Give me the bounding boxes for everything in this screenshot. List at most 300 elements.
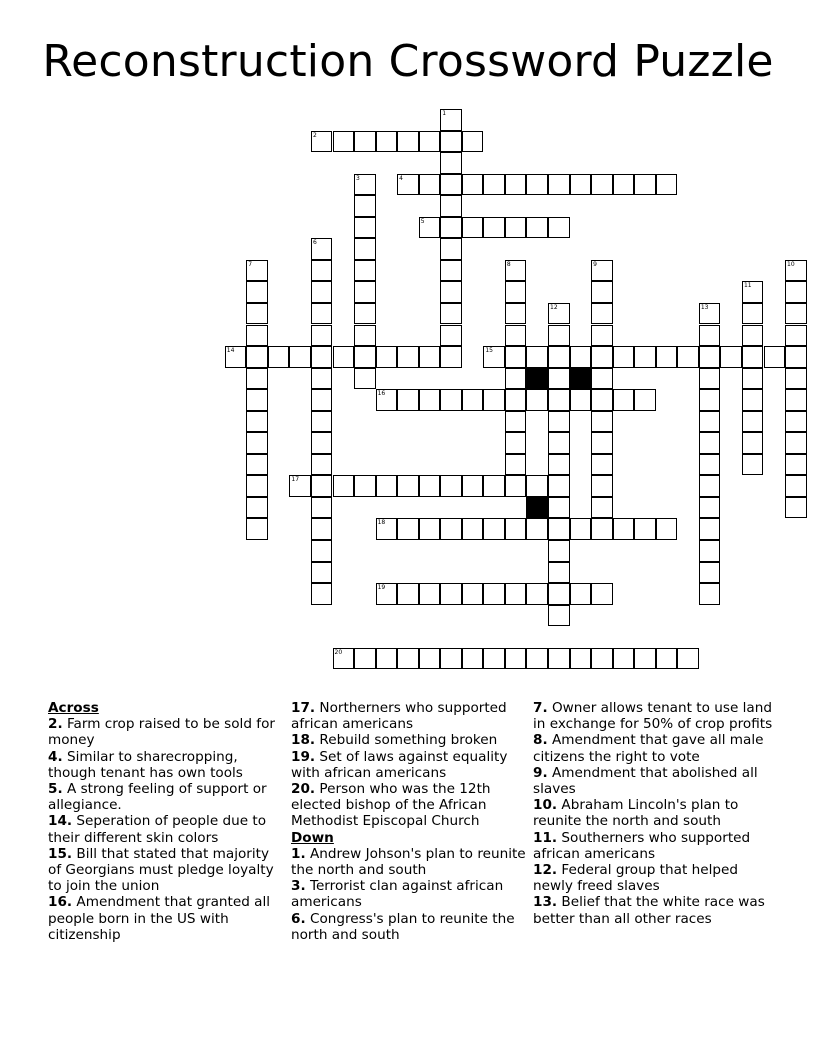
clue-number: 17 <box>291 476 300 484</box>
grid-cell[interactable] <box>742 325 764 347</box>
grid-cell[interactable] <box>656 518 678 540</box>
grid-cell[interactable] <box>548 497 570 519</box>
grid-cell[interactable] <box>785 368 807 390</box>
grid-cell[interactable] <box>376 346 398 368</box>
clue-number-label: 18. <box>291 732 316 749</box>
grid-cell[interactable] <box>699 497 721 519</box>
grid-cell[interactable] <box>419 131 441 153</box>
grid-cell[interactable] <box>289 475 311 497</box>
clue-number: 20 <box>334 648 343 656</box>
grid-cell[interactable] <box>354 174 376 196</box>
grid-cell[interactable] <box>419 583 441 605</box>
grid-cell[interactable] <box>591 389 613 411</box>
black-square <box>526 497 548 519</box>
clue-number-label: 2. <box>48 716 63 733</box>
grid-cell[interactable] <box>246 346 268 368</box>
grid-cell[interactable] <box>526 217 548 239</box>
grid-cell[interactable] <box>699 562 721 584</box>
down-clue <box>533 894 773 926</box>
grid-cell[interactable] <box>483 518 505 540</box>
down-clue <box>291 846 531 878</box>
grid-cell[interactable] <box>246 368 268 390</box>
grid-cell[interactable] <box>311 583 333 605</box>
grid-cell[interactable] <box>505 475 527 497</box>
grid-cell[interactable] <box>440 389 462 411</box>
down-header: Down <box>291 829 334 846</box>
clue-number: 19 <box>377 584 386 592</box>
grid-cell[interactable] <box>591 346 613 368</box>
grid-cell[interactable] <box>548 411 570 433</box>
clue-number-label: 8. <box>533 732 548 749</box>
grid-cell[interactable] <box>397 174 419 196</box>
grid-cell[interactable] <box>591 281 613 303</box>
clue-text: Abraham Lincoln's plan to reunite the north and south <box>533 797 739 830</box>
grid-cell[interactable] <box>548 605 570 627</box>
grid-cell[interactable] <box>699 475 721 497</box>
grid-cell[interactable] <box>526 389 548 411</box>
grid-cell[interactable] <box>613 346 635 368</box>
grid-cell[interactable] <box>699 518 721 540</box>
grid-cell[interactable] <box>785 281 807 303</box>
grid-cell[interactable] <box>570 518 592 540</box>
grid-cell[interactable] <box>376 475 398 497</box>
grid-cell[interactable] <box>613 389 635 411</box>
clue-number: 1 <box>442 110 447 117</box>
grid-cell[interactable] <box>419 346 441 368</box>
grid-cell[interactable] <box>483 346 505 368</box>
grid-cell[interactable] <box>570 174 592 196</box>
grid-cell[interactable] <box>548 217 570 239</box>
grid-cell[interactable] <box>440 174 462 196</box>
clues-column-1 <box>48 700 284 943</box>
grid-cell[interactable] <box>246 260 268 282</box>
grid-cell[interactable] <box>526 475 548 497</box>
clue-number: 15 <box>485 347 493 355</box>
grid-cell[interactable] <box>785 454 807 476</box>
clue-number-label: 11. <box>533 829 558 846</box>
down-clue <box>291 878 531 910</box>
clue-number-label: 19. <box>291 748 316 765</box>
grid-cell[interactable] <box>526 583 548 605</box>
grid-cell[interactable] <box>333 648 355 670</box>
clue-text: Similar to sharecropping, though tenant has own tools <box>48 748 243 781</box>
grid-cell[interactable] <box>505 389 527 411</box>
clue-text: Federal group that helped newly freed slaves <box>533 862 738 895</box>
grid-cell[interactable] <box>785 303 807 325</box>
grid-cell[interactable] <box>311 454 333 476</box>
clue-number: 5 <box>420 217 425 225</box>
across-clue <box>48 894 284 943</box>
grid-cell[interactable] <box>483 648 505 670</box>
grid-cell[interactable] <box>505 454 527 476</box>
across-clue <box>48 781 284 813</box>
grid-cell[interactable] <box>699 411 721 433</box>
grid-cell[interactable] <box>311 238 333 260</box>
down-clue <box>533 830 773 862</box>
grid-cell[interactable] <box>505 346 527 368</box>
grid-cell[interactable] <box>440 109 462 131</box>
grid-cell[interactable] <box>591 325 613 347</box>
grid-cell[interactable] <box>785 325 807 347</box>
grid-cell[interactable] <box>440 217 462 239</box>
grid-cell[interactable] <box>591 174 613 196</box>
grid-cell[interactable] <box>699 346 721 368</box>
across-clue <box>48 749 284 781</box>
grid-cell[interactable] <box>376 583 398 605</box>
grid-cell[interactable] <box>311 389 333 411</box>
grid-cell[interactable] <box>591 454 613 476</box>
grid-cell[interactable] <box>591 583 613 605</box>
clue-number: 3 <box>356 174 360 182</box>
clue-number-label: 15. <box>48 845 73 862</box>
grid-cell[interactable] <box>311 281 333 303</box>
grid-cell[interactable] <box>440 281 462 303</box>
grid-cell[interactable] <box>376 131 398 153</box>
grid-cell[interactable] <box>440 325 462 347</box>
grid-cell[interactable] <box>462 389 484 411</box>
grid-cell[interactable] <box>483 475 505 497</box>
grid-cell[interactable] <box>570 648 592 670</box>
grid-cell[interactable] <box>440 583 462 605</box>
clue-text: Amendment that abolished all slaves <box>533 764 758 798</box>
grid-cell[interactable] <box>246 454 268 476</box>
grid-cell[interactable] <box>505 281 527 303</box>
grid-cell[interactable] <box>246 303 268 325</box>
grid-cell[interactable] <box>440 131 462 153</box>
grid-cell[interactable] <box>505 648 527 670</box>
grid-cell[interactable] <box>311 475 333 497</box>
down-clue <box>533 862 773 894</box>
clue-text: Northerners who supported african americans <box>291 700 507 733</box>
grid-cell[interactable] <box>440 260 462 282</box>
grid-cell[interactable] <box>333 346 355 368</box>
grid-cell[interactable] <box>785 475 807 497</box>
grid-cell[interactable] <box>570 389 592 411</box>
grid-cell[interactable] <box>677 648 699 670</box>
grid-cell[interactable] <box>785 432 807 454</box>
clue-number-label: 5. <box>48 781 63 798</box>
grid-cell[interactable] <box>548 454 570 476</box>
grid-cell[interactable] <box>613 648 635 670</box>
grid-cell[interactable] <box>526 518 548 540</box>
grid-cell[interactable] <box>742 303 764 325</box>
grid-cell[interactable] <box>354 368 376 390</box>
grid-cell[interactable] <box>376 648 398 670</box>
grid-cell[interactable] <box>311 131 333 153</box>
grid-cell[interactable] <box>505 368 527 390</box>
grid-cell[interactable] <box>462 648 484 670</box>
grid-cell[interactable] <box>742 432 764 454</box>
grid-cell[interactable] <box>591 260 613 282</box>
grid-cell[interactable] <box>311 346 333 368</box>
grid-cell[interactable] <box>354 303 376 325</box>
clue-number-label: 3. <box>291 878 306 895</box>
grid-cell[interactable] <box>699 540 721 562</box>
grid-cell[interactable] <box>333 475 355 497</box>
grid-cell[interactable] <box>526 174 548 196</box>
grid-cell[interactable] <box>526 346 548 368</box>
clue-number: 12 <box>550 303 558 311</box>
grid-cell[interactable] <box>440 648 462 670</box>
grid-cell[interactable] <box>699 303 721 325</box>
grid-cell[interactable] <box>613 174 635 196</box>
grid-cell[interactable] <box>311 368 333 390</box>
grid-cell[interactable] <box>591 475 613 497</box>
grid-cell[interactable] <box>376 389 398 411</box>
grid-cell[interactable] <box>354 346 376 368</box>
grid-cell[interactable] <box>505 432 527 454</box>
grid-cell[interactable] <box>548 346 570 368</box>
grid-cell[interactable] <box>570 583 592 605</box>
grid-cell[interactable] <box>548 648 570 670</box>
grid-cell[interactable] <box>419 389 441 411</box>
clue-text: Set of laws against equality with african americans <box>291 748 508 781</box>
black-square <box>570 368 592 390</box>
grid-cell[interactable] <box>311 518 333 540</box>
grid-cell[interactable] <box>440 518 462 540</box>
across-clue <box>48 716 284 748</box>
grid-cell[interactable] <box>526 648 548 670</box>
grid-cell[interactable] <box>311 303 333 325</box>
grid-cell[interactable] <box>289 346 311 368</box>
grid-cell[interactable] <box>397 389 419 411</box>
down-clue <box>291 911 531 943</box>
grid-cell[interactable] <box>548 325 570 347</box>
grid-cell[interactable] <box>462 131 484 153</box>
grid-cell[interactable] <box>570 346 592 368</box>
clue-number: 2 <box>312 131 317 139</box>
grid-cell[interactable] <box>634 174 656 196</box>
across-clue <box>48 813 284 845</box>
grid-cell[interactable] <box>548 389 570 411</box>
grid-cell[interactable] <box>483 217 505 239</box>
grid-cell[interactable] <box>462 217 484 239</box>
clue-text: A strong feeling of support or allegiance. <box>48 781 267 814</box>
clue-number: 18 <box>377 519 386 527</box>
down-clue <box>533 797 773 829</box>
clue-number-label: 10. <box>533 797 558 814</box>
grid-cell[interactable] <box>548 174 570 196</box>
grid-cell[interactable] <box>397 583 419 605</box>
grid-cell[interactable] <box>246 411 268 433</box>
grid-cell[interactable] <box>742 368 764 390</box>
grid-cell[interactable] <box>354 217 376 239</box>
grid-cell[interactable] <box>419 518 441 540</box>
grid-cell[interactable] <box>505 174 527 196</box>
grid-cell[interactable] <box>548 432 570 454</box>
clue-number-label: 17. <box>291 700 316 716</box>
grid-cell[interactable] <box>548 303 570 325</box>
grid-cell[interactable] <box>246 325 268 347</box>
grid-cell[interactable] <box>419 217 441 239</box>
clue-number-label: 6. <box>291 910 306 927</box>
grid-cell[interactable] <box>397 648 419 670</box>
grid-cell[interactable] <box>462 583 484 605</box>
grid-cell[interactable] <box>354 238 376 260</box>
grid-cell[interactable] <box>591 648 613 670</box>
grid-cell[interactable] <box>311 497 333 519</box>
grid-cell[interactable] <box>591 432 613 454</box>
clue-number: 14 <box>226 347 235 355</box>
clue-number: 7 <box>248 260 253 268</box>
clue-number: 9 <box>593 260 597 268</box>
grid-cell[interactable] <box>656 174 678 196</box>
clue-text: Southerners who supported african americans <box>533 829 751 862</box>
grid-cell[interactable] <box>311 325 333 347</box>
grid-cell[interactable] <box>246 518 268 540</box>
grid-cell[interactable] <box>720 346 742 368</box>
grid-cell[interactable] <box>699 368 721 390</box>
clue-number: 10 <box>787 260 795 268</box>
grid-cell[interactable] <box>354 195 376 217</box>
grid-cell[interactable] <box>742 411 764 433</box>
clue-text: Seperation of people due to their different skin colors <box>48 813 267 846</box>
grid-cell[interactable] <box>419 475 441 497</box>
grid-cell[interactable] <box>483 583 505 605</box>
grid-cell[interactable] <box>311 540 333 562</box>
grid-cell[interactable] <box>246 432 268 454</box>
grid-cell[interactable] <box>505 303 527 325</box>
grid-cell[interactable] <box>699 583 721 605</box>
grid-cell[interactable] <box>634 346 656 368</box>
grid-cell[interactable] <box>419 174 441 196</box>
grid-cell[interactable] <box>354 325 376 347</box>
grid-cell[interactable] <box>483 174 505 196</box>
grid-cell[interactable] <box>742 389 764 411</box>
clue-text: Rebuild something broken <box>315 732 498 749</box>
down-clue <box>533 765 773 797</box>
grid-cell[interactable] <box>634 389 656 411</box>
grid-cell[interactable] <box>548 583 570 605</box>
grid-cell[interactable] <box>246 497 268 519</box>
grid-cell[interactable] <box>311 432 333 454</box>
grid-cell[interactable] <box>376 518 398 540</box>
across-header: Across <box>48 700 99 716</box>
grid-cell[interactable] <box>311 411 333 433</box>
grid-cell[interactable] <box>548 518 570 540</box>
grid-cell[interactable] <box>311 260 333 282</box>
grid-cell[interactable] <box>483 389 505 411</box>
grid-cell[interactable] <box>699 325 721 347</box>
grid-cell[interactable] <box>462 475 484 497</box>
grid-cell[interactable] <box>505 518 527 540</box>
across-clue <box>291 749 531 781</box>
grid-cell[interactable] <box>440 346 462 368</box>
grid-cell[interactable] <box>656 648 678 670</box>
grid-cell[interactable] <box>246 281 268 303</box>
grid-cell[interactable] <box>742 281 764 303</box>
grid-cell[interactable] <box>354 648 376 670</box>
grid-cell[interactable] <box>591 518 613 540</box>
grid-cell[interactable] <box>742 346 764 368</box>
grid-cell[interactable] <box>785 497 807 519</box>
clue-text: Bill that stated that majority of Georgians must pledge loyalty to join the union <box>48 845 274 895</box>
grid-cell[interactable] <box>505 583 527 605</box>
grid-cell[interactable] <box>440 303 462 325</box>
clue-number-label: 14. <box>48 813 73 830</box>
grid-cell[interactable] <box>397 518 419 540</box>
grid-cell[interactable] <box>785 346 807 368</box>
grid-cell[interactable] <box>634 518 656 540</box>
clue-number-label: 20. <box>291 781 316 798</box>
grid-cell[interactable] <box>699 454 721 476</box>
grid-cell[interactable] <box>354 281 376 303</box>
clue-text: Congress's plan to reunite the north and south <box>291 910 515 943</box>
grid-cell[interactable] <box>785 260 807 282</box>
grid-cell[interactable] <box>742 454 764 476</box>
clue-text: Andrew Johson's plan to reunite the north and south <box>291 845 526 879</box>
clue-text: Person who was the 12th elected bishop of the African Methodist Episcopal Church <box>291 781 491 830</box>
clue-number: 11 <box>743 282 752 290</box>
grid-cell[interactable] <box>591 303 613 325</box>
grid-cell[interactable] <box>462 518 484 540</box>
grid-cell[interactable] <box>311 562 333 584</box>
clue-number: 6 <box>312 239 317 247</box>
grid-cell[interactable] <box>354 260 376 282</box>
grid-cell[interactable] <box>419 648 441 670</box>
clue-number-label: 4. <box>48 748 63 765</box>
grid-cell[interactable] <box>613 518 635 540</box>
clue-number-label: 9. <box>533 764 548 781</box>
grid-cell[interactable] <box>354 131 376 153</box>
grid-cell[interactable] <box>548 540 570 562</box>
grid-cell[interactable] <box>677 346 699 368</box>
clue-number: 4 <box>399 174 403 182</box>
clue-text: Belief that the white race was better than all other races <box>533 894 765 927</box>
grid-cell[interactable] <box>785 411 807 433</box>
clues-column-3 <box>533 700 773 927</box>
grid-cell[interactable] <box>246 389 268 411</box>
across-clue <box>48 846 284 895</box>
grid-cell[interactable] <box>764 346 786 368</box>
clue-text: Owner allows tenant to use land in exchange for 50% of crop profits <box>533 700 773 733</box>
grid-cell[interactable] <box>397 475 419 497</box>
grid-cell[interactable] <box>548 475 570 497</box>
grid-cell[interactable] <box>656 346 678 368</box>
grid-cell[interactable] <box>591 411 613 433</box>
grid-cell[interactable] <box>548 562 570 584</box>
grid-cell[interactable] <box>699 432 721 454</box>
grid-cell[interactable] <box>440 475 462 497</box>
grid-cell[interactable] <box>699 389 721 411</box>
grid-cell[interactable] <box>505 411 527 433</box>
grid-cell[interactable] <box>397 346 419 368</box>
grid-cell[interactable] <box>246 475 268 497</box>
grid-cell[interactable] <box>354 475 376 497</box>
grid-cell[interactable] <box>591 368 613 390</box>
grid-cell[interactable] <box>591 497 613 519</box>
grid-cell[interactable] <box>505 325 527 347</box>
grid-cell[interactable] <box>225 346 247 368</box>
clue-number: 8 <box>506 260 511 268</box>
grid-cell[interactable] <box>548 368 570 390</box>
grid-cell[interactable] <box>440 152 462 174</box>
grid-cell[interactable] <box>268 346 290 368</box>
grid-cell[interactable] <box>462 174 484 196</box>
grid-cell[interactable] <box>397 131 419 153</box>
grid-cell[interactable] <box>505 217 527 239</box>
grid-cell[interactable] <box>440 238 462 260</box>
grid-cell[interactable] <box>785 389 807 411</box>
clue-text: Terrorist clan against african americans <box>291 878 504 911</box>
grid-cell[interactable] <box>634 648 656 670</box>
clue-number: 13 <box>700 303 709 311</box>
clue-text: Amendment that gave all male citizens the right to vote <box>533 732 764 765</box>
grid-cell[interactable] <box>440 195 462 217</box>
grid-cell[interactable] <box>333 131 355 153</box>
grid-cell[interactable] <box>505 260 527 282</box>
clue-number-label: 13. <box>533 894 558 911</box>
